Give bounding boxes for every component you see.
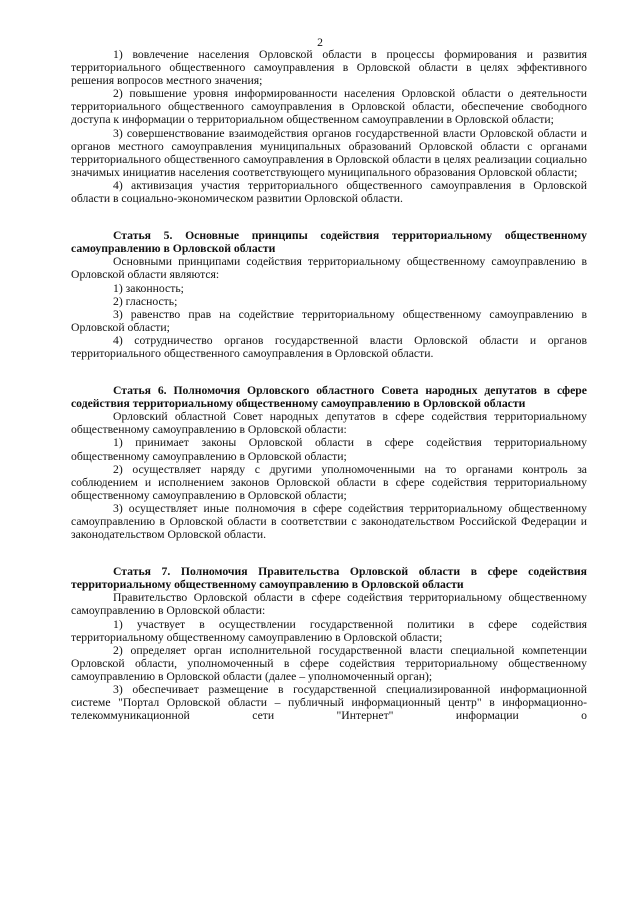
- list-item: 1) участвует в осуществлении государственной политики в сфере содействия территориальному общественному самоуправлению в Орловской области;: [71, 617, 587, 644]
- list-item: 3) осуществляет иные полномочия в сфере содействия территориальному общественному самоуправлению в Орловской области в соответствии с законодательством Российской Федерации и законодательством Орловской области.: [71, 501, 588, 542]
- list-item: 4) сотрудничество органов государственной власти Орловской области и органов территориального общественного самоуправления в Орловской области.: [71, 333, 587, 360]
- list-item: 2) повышение уровня информированности населения Орловской области о деятельности территориального общественного самоуправления в Орловской области, обеспечение свободного доступа к информации о территориальном общественном самоуправлении в Орловской области;: [71, 87, 588, 127]
- intro-list: [71, 48, 587, 205]
- article-paragraph: Правительство Орловской области в сфере содействия территориальному общественному самоуправлению в Орловской области:: [71, 591, 588, 618]
- article-5: [71, 229, 587, 360]
- document-body: [71, 48, 587, 722]
- article-5-heading: Статья 5. Основные принципы содействия территориальному общественному самоуправлению в Орловской области: [71, 229, 587, 256]
- article-paragraph: Орловский областной Совет народных депутатов в сфере содействия территориальному общественному самоуправлению в Орловской области:: [71, 410, 587, 437]
- list-item: 3) совершенствование взаимодействия органов государственной власти Орловской области и органов местного самоуправления муниципальных образований Орловской области с органами территориального общественного самоуправления в Орловской области в целях реализации социально значимых инициатив населения соответствующего муниципального образования Орловской области;: [71, 126, 588, 179]
- list-item: 1) принимает законы Орловской области в сфере содействия территориальному общественному самоуправлению в Орловской области;: [71, 436, 587, 463]
- article-paragraph: Основными принципами содействия территориальному общественному самоуправлению в Орловской области являются:: [71, 255, 588, 282]
- list-item: 1) законность;: [113, 281, 184, 295]
- list-item: 3) обеспечивает размещение в государственной специализированной информационной системе "Портал Орловской области – публичный информационный центр" в информационно-телекоммуникационной сети "Интернет" информации о: [71, 683, 588, 723]
- list-item: 4) активизация участия территориального общественного самоуправления в Орловской области в социально-экономическом развитии Орловской области.: [71, 178, 587, 206]
- article-6-heading: Статья 6. Полномочия Орловского областного Совета народных депутатов в сфере содействия территориальному общественному самоуправлению в Орловской области: [71, 384, 587, 411]
- list-item: 2) осуществляет наряду с другими уполномоченными на то органами контроль за соблюдением и исполнением законов Орловской области в сфере содействия территориальному общественному самоуправлению в Орловской области;: [71, 462, 588, 502]
- page-number: 2: [317, 36, 323, 49]
- article-6: [71, 384, 587, 541]
- article-7: [71, 565, 587, 722]
- list-item: 2) определяет орган исполнительной государственной власти специальной компетенции Орловской области, уполномоченный в сфере содействия территориальному общественному самоуправлению в Орловской области (далее – уполномоченный орган);: [71, 643, 588, 683]
- list-item: 3) равенство прав на содействие территориальному общественному самоуправлению в Орловской области;: [71, 307, 587, 334]
- list-item: 2) гласность;: [113, 294, 178, 308]
- article-7-heading: Статья 7. Полномочия Правительства Орловской области в сфере содействия территориальному общественному самоуправлению в Орловской области: [71, 565, 587, 592]
- list-item: 1) вовлечение населения Орловской области в процессы формирования и развития территориального общественного самоуправления в Орловской области в целях эффективного решения вопросов местного значения;: [71, 48, 587, 88]
